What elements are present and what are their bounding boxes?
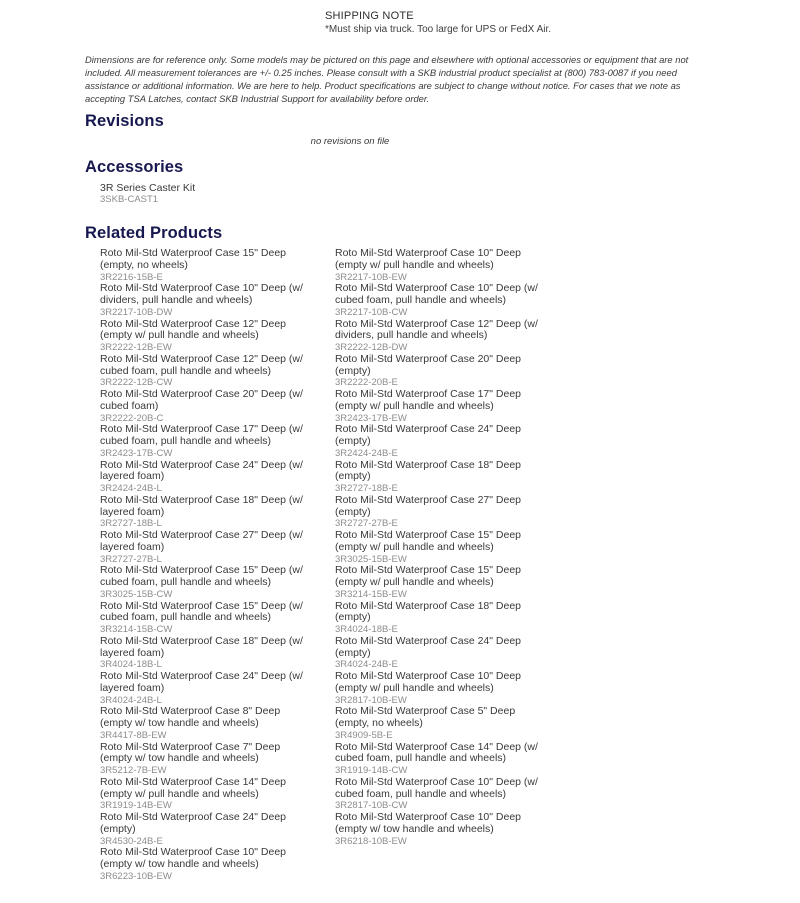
product-name-line: (empty w/ pull handle and wheels)	[335, 399, 494, 412]
product-name-line: Roto Mil-Std Waterproof Case 7" Deep	[100, 740, 281, 753]
product-name-line: (empty w/ pull handle and wheels)	[335, 576, 494, 588]
related-product-item	[100, 671, 342, 706]
product-name-link[interactable]	[335, 601, 577, 625]
product-name-link[interactable]	[100, 777, 342, 801]
accessories-list	[100, 182, 342, 206]
product-name-line: (empty)	[335, 364, 371, 377]
product-part-number: 3R2222-12B-DW	[335, 342, 408, 353]
shipping-note-text: *Must ship via truck. Too large for UPS or FedX Air.	[325, 24, 552, 35]
product-name-line: Roto Mil-Std Waterproof Case 10" Deep	[100, 846, 287, 859]
product-name-line: Roto Mil-Std Waterproof Case 14" Deep (w/	[335, 740, 538, 753]
product-name-link[interactable]	[100, 847, 342, 871]
accessory-name-link[interactable]: 3R Series Caster Kit	[100, 182, 196, 194]
product-name-line: cubed foam, pull handle and wheels)	[100, 576, 272, 588]
product-name-line: Roto Mil-Std Waterproof Case 15" Deep	[335, 564, 522, 577]
product-name-line: (empty, no wheels)	[335, 717, 423, 729]
product-name-line: Roto Mil-Std Waterproof Case 18" Deep (w/	[100, 493, 303, 506]
product-name-link[interactable]	[100, 389, 342, 413]
product-name-line: Roto Mil-Std Waterproof Case 15" Deep	[335, 529, 522, 541]
related-product-item	[335, 283, 577, 318]
product-part-number: 3R2217-10B-CW	[335, 306, 408, 318]
product-name-line: Roto Mil-Std Waterproof Case 10" Deep (w/	[335, 282, 538, 295]
product-part-number: 3R2222-12B-EW	[100, 342, 172, 353]
product-name-link[interactable]	[100, 354, 342, 378]
related-product-item	[100, 248, 342, 283]
product-part-number: 3R1919-14B-EW	[100, 800, 172, 812]
related-product-item	[100, 530, 342, 565]
related-product-item	[335, 354, 577, 389]
product-name-line: layered foam)	[100, 470, 165, 483]
product-name-line: Roto Mil-Std Waterproof Case 24" Deep	[335, 423, 522, 436]
related-product-item	[335, 706, 577, 741]
product-name-line: (empty w/ tow handle and wheels)	[335, 822, 494, 835]
product-name-line: Roto Mil-Std Waterproof Case 10" Deep	[335, 670, 522, 682]
related-product-item	[335, 530, 577, 565]
product-name-line: Roto Mil-Std Waterproof Case 18" Deep (w/	[100, 634, 303, 647]
product-name-line: Roto Mil-Std Waterproof Case 10" Deep	[335, 811, 522, 823]
product-part-number: 3R3025-15B-EW	[335, 553, 407, 565]
related-product-item	[100, 706, 342, 741]
related-product-item	[100, 424, 342, 459]
product-name-line: (empty w/ tow handle and wheels)	[100, 717, 259, 729]
related-product-item	[100, 319, 342, 354]
related-product-item	[335, 601, 577, 636]
product-name-line: (empty)	[100, 822, 136, 835]
product-part-number: 3R3025-15B-CW	[100, 588, 173, 600]
product-name-line: Roto Mil-Std Waterproof Case 24" Deep	[100, 811, 287, 823]
related-product-item	[100, 565, 342, 600]
related-product-item	[100, 601, 342, 636]
revisions-empty-text: no revisions on file	[310, 136, 390, 147]
related-product-item	[100, 460, 342, 495]
related-product-item	[335, 495, 577, 530]
product-part-number: 3R2727-27B-L	[100, 553, 162, 565]
accessory-part-number: 3SKB-CAST1	[100, 194, 159, 205]
product-name-link[interactable]	[100, 530, 342, 554]
product-part-number: 3R3214-15B-CW	[100, 624, 173, 635]
product-name-link[interactable]	[100, 636, 342, 660]
product-name-line: Roto Mil-Std Waterproof Case 5" Deep	[335, 705, 516, 718]
product-name-link[interactable]	[100, 812, 342, 836]
product-part-number: 3R6218-10B-EW	[335, 835, 407, 847]
product-name-link[interactable]	[335, 742, 577, 766]
product-name-line: (empty)	[335, 611, 371, 624]
product-name-link[interactable]	[335, 389, 577, 413]
product-part-number: 3R2423-17B-EW	[335, 412, 407, 424]
product-name-line: layered foam)	[100, 540, 165, 553]
disclaimer-line: accepting TSA Latches, contact SKB Industrial Support for availability before order.	[85, 93, 430, 104]
product-part-number: 3R4024-24B-L	[100, 694, 162, 706]
product-name-line: (empty w/ pull handle and wheels)	[335, 258, 494, 271]
product-name-link[interactable]	[335, 354, 577, 378]
product-name-line: cubed foam)	[100, 399, 159, 412]
related-product-item	[335, 389, 577, 424]
product-name-line: (empty)	[335, 435, 371, 447]
product-part-number: 3R2217-10B-DW	[100, 306, 173, 318]
product-name-link[interactable]	[335, 424, 577, 448]
product-name-link[interactable]	[100, 565, 342, 589]
product-name-line: cubed foam, pull handle and wheels)	[335, 752, 507, 765]
product-part-number: 3R4530-24B-E	[100, 835, 163, 847]
revisions-heading: Revisions	[85, 112, 164, 130]
product-name-line: (empty)	[335, 505, 371, 518]
product-part-number: 3R1919-14B-CW	[335, 765, 408, 776]
related-products-heading: Related Products	[85, 224, 223, 242]
product-name-link[interactable]	[100, 706, 342, 730]
product-name-line: Roto Mil-Std Waterproof Case 24" Deep	[335, 634, 522, 647]
product-name-link[interactable]	[335, 636, 577, 660]
product-name-link[interactable]	[100, 319, 342, 343]
related-product-item	[100, 742, 342, 777]
product-name-link[interactable]	[100, 460, 342, 484]
product-name-line: layered foam)	[100, 646, 165, 659]
product-name-link[interactable]	[335, 283, 577, 307]
product-name-link[interactable]	[100, 742, 342, 766]
product-part-number: 3R6223-10B-EW	[100, 870, 172, 882]
product-part-number: 3R2727-18B-L	[100, 518, 162, 530]
related-product-item	[335, 742, 577, 777]
product-name-link[interactable]	[100, 601, 342, 625]
product-name-link[interactable]	[335, 530, 577, 554]
related-product-item	[100, 847, 342, 882]
related-product-item	[100, 354, 342, 389]
related-product-item	[100, 812, 342, 847]
product-part-number: 3R4024-18B-L	[100, 659, 162, 671]
product-name-line: Roto Mil-Std Waterproof Case 27" Deep	[335, 493, 522, 506]
accessories-heading: Accessories	[85, 158, 184, 176]
disclaimer-line: assistance or additional information. We are here to help. Product specifications are subject to change without notice. For cases that we note as	[85, 80, 681, 91]
product-name-line: (empty w/ pull handle and wheels)	[100, 787, 259, 800]
product-part-number: 3R2217-10B-EW	[335, 271, 407, 283]
related-product-item	[100, 283, 342, 318]
product-name-line: Roto Mil-Std Waterproof Case 18" Deep	[335, 458, 522, 471]
product-name-line: (empty w/ pull handle and wheels)	[335, 540, 494, 553]
product-part-number: 3R3214-15B-EW	[335, 588, 407, 600]
shipping-note	[325, 10, 551, 35]
product-part-number: 3R2222-20B-E	[335, 377, 398, 389]
product-name-line: dividers, pull handle and wheels)	[335, 329, 488, 342]
product-name-line: layered foam)	[100, 681, 165, 694]
related-product-item	[335, 424, 577, 459]
product-name-link[interactable]	[100, 248, 342, 272]
product-part-number: 3R2216-15B-E	[100, 271, 163, 283]
product-name-line: (empty)	[335, 470, 371, 483]
product-name-line: cubed foam, pull handle and wheels)	[335, 787, 507, 800]
related-products-right-column	[335, 248, 577, 847]
product-part-number: 3R2817-10B-CW	[335, 800, 408, 812]
disclaimer-line: Dimensions are for reference only. Some models may be pictured on this page and elsewhere with optional accessories or equipment that are not	[85, 54, 689, 65]
product-name-line: Roto Mil-Std Waterproof Case 20" Deep	[335, 352, 522, 365]
product-part-number: 3R2727-27B-E	[335, 518, 398, 530]
product-part-number: 3R2423-17B-CW	[100, 447, 173, 459]
product-name-link[interactable]	[335, 495, 577, 519]
product-name-line: Roto Mil-Std Waterproof Case 15" Deep (w/	[100, 564, 303, 577]
related-product-item	[335, 777, 577, 812]
product-name-line: dividers, pull handle and wheels)	[100, 294, 253, 306]
product-name-link[interactable]	[335, 460, 577, 484]
product-name-link[interactable]	[100, 424, 342, 448]
product-name-link[interactable]	[335, 777, 577, 801]
product-name-line: Roto Mil-Std Waterproof Case 12" Deep (w/	[100, 352, 303, 365]
product-name-line: cubed foam, pull handle and wheels)	[335, 294, 507, 306]
product-name-link[interactable]	[335, 706, 577, 730]
product-name-line: Roto Mil-Std Waterproof Case 18" Deep	[335, 599, 522, 612]
product-name-line: Roto Mil-Std Waterproof Case 8" Deep	[100, 705, 281, 718]
product-name-line: Roto Mil-Std Waterproof Case 10" Deep	[335, 247, 522, 259]
product-part-number: 3R4024-18B-E	[335, 624, 398, 635]
product-name-line: cubed foam, pull handle and wheels)	[100, 611, 272, 624]
product-part-number: 3R2222-12B-CW	[100, 377, 173, 389]
related-product-item	[335, 319, 577, 354]
product-name-line: Roto Mil-Std Waterproof Case 12" Deep (w/	[335, 317, 538, 330]
related-products-left-column	[100, 248, 342, 883]
product-name-link[interactable]	[335, 671, 577, 695]
related-product-item	[100, 636, 342, 671]
product-name-line: (empty w/ pull handle and wheels)	[335, 681, 494, 694]
product-name-line: Roto Mil-Std Waterproof Case 12" Deep	[100, 317, 287, 330]
product-name-line: Roto Mil-Std Waterproof Case 17" Deep (w/	[100, 423, 303, 436]
related-product-item	[100, 495, 342, 530]
product-name-line: (empty w/ tow handle and wheels)	[100, 752, 259, 765]
product-part-number: 3R2424-24B-E	[335, 447, 398, 459]
disclaimer-text	[85, 53, 707, 105]
related-product-item	[335, 565, 577, 600]
product-part-number: 3R2424-24B-L	[100, 483, 162, 494]
related-product-item	[335, 636, 577, 671]
product-name-line: layered foam)	[100, 505, 165, 518]
product-name-line: (empty w/ tow handle and wheels)	[100, 858, 259, 870]
product-name-line: Roto Mil-Std Waterproof Case 17" Deep	[335, 388, 522, 400]
product-name-line: Roto Mil-Std Waterproof Case 15" Deep (w/	[100, 599, 303, 612]
product-name-link[interactable]	[335, 319, 577, 343]
related-product-item	[100, 777, 342, 812]
product-part-number: 3R5212-7B-EW	[100, 765, 167, 776]
product-name-link[interactable]	[100, 283, 342, 307]
related-product-item	[335, 460, 577, 495]
product-name-line: Roto Mil-Std Waterproof Case 10" Deep (w/	[335, 775, 538, 788]
product-name-line: Roto Mil-Std Waterproof Case 24" Deep (w/	[100, 458, 303, 471]
product-name-line: Roto Mil-Std Waterproof Case 20" Deep (w/	[100, 388, 303, 400]
disclaimer-line: included. All measurement tolerances are +/- 0.25 inches. Please consult with a SKB industrial product specialist at (800) 783-0087 if you need	[85, 67, 677, 78]
product-name-line: Roto Mil-Std Waterproof Case 14" Deep	[100, 775, 287, 788]
product-name-link[interactable]	[335, 248, 577, 272]
shipping-note-title: SHIPPING NOTE	[325, 10, 414, 22]
product-name-line: Roto Mil-Std Waterproof Case 15" Deep	[100, 247, 287, 259]
product-name-link[interactable]	[100, 495, 342, 519]
related-product-item	[335, 671, 577, 706]
product-name-line: (empty)	[335, 646, 371, 659]
product-name-line: (empty, no wheels)	[100, 258, 188, 271]
product-name-line: Roto Mil-Std Waterproof Case 10" Deep (w/	[100, 282, 303, 295]
product-part-number: 3R2727-18B-E	[335, 483, 398, 494]
product-name-line: cubed foam, pull handle and wheels)	[100, 435, 272, 447]
related-product-item	[100, 389, 342, 424]
product-name-link[interactable]	[100, 671, 342, 695]
product-name-line: (empty w/ pull handle and wheels)	[100, 329, 259, 342]
product-part-number: 3R4024-24B-E	[335, 659, 398, 671]
product-part-number: 3R2817-10B-EW	[335, 694, 407, 706]
accessory-item	[100, 182, 342, 206]
product-name-line: Roto Mil-Std Waterproof Case 24" Deep (w/	[100, 670, 303, 682]
product-name-link[interactable]	[335, 812, 577, 836]
product-name-line: Roto Mil-Std Waterproof Case 27" Deep (w/	[100, 529, 303, 541]
product-part-number: 3R2222-20B-C	[100, 412, 164, 424]
product-part-number: 3R4909-5B-E	[335, 729, 393, 741]
product-name-link[interactable]	[335, 565, 577, 589]
product-part-number: 3R4417-8B-EW	[100, 729, 167, 741]
related-product-item	[335, 812, 577, 847]
related-product-item	[335, 248, 577, 283]
product-name-line: cubed foam, pull handle and wheels)	[100, 364, 272, 377]
